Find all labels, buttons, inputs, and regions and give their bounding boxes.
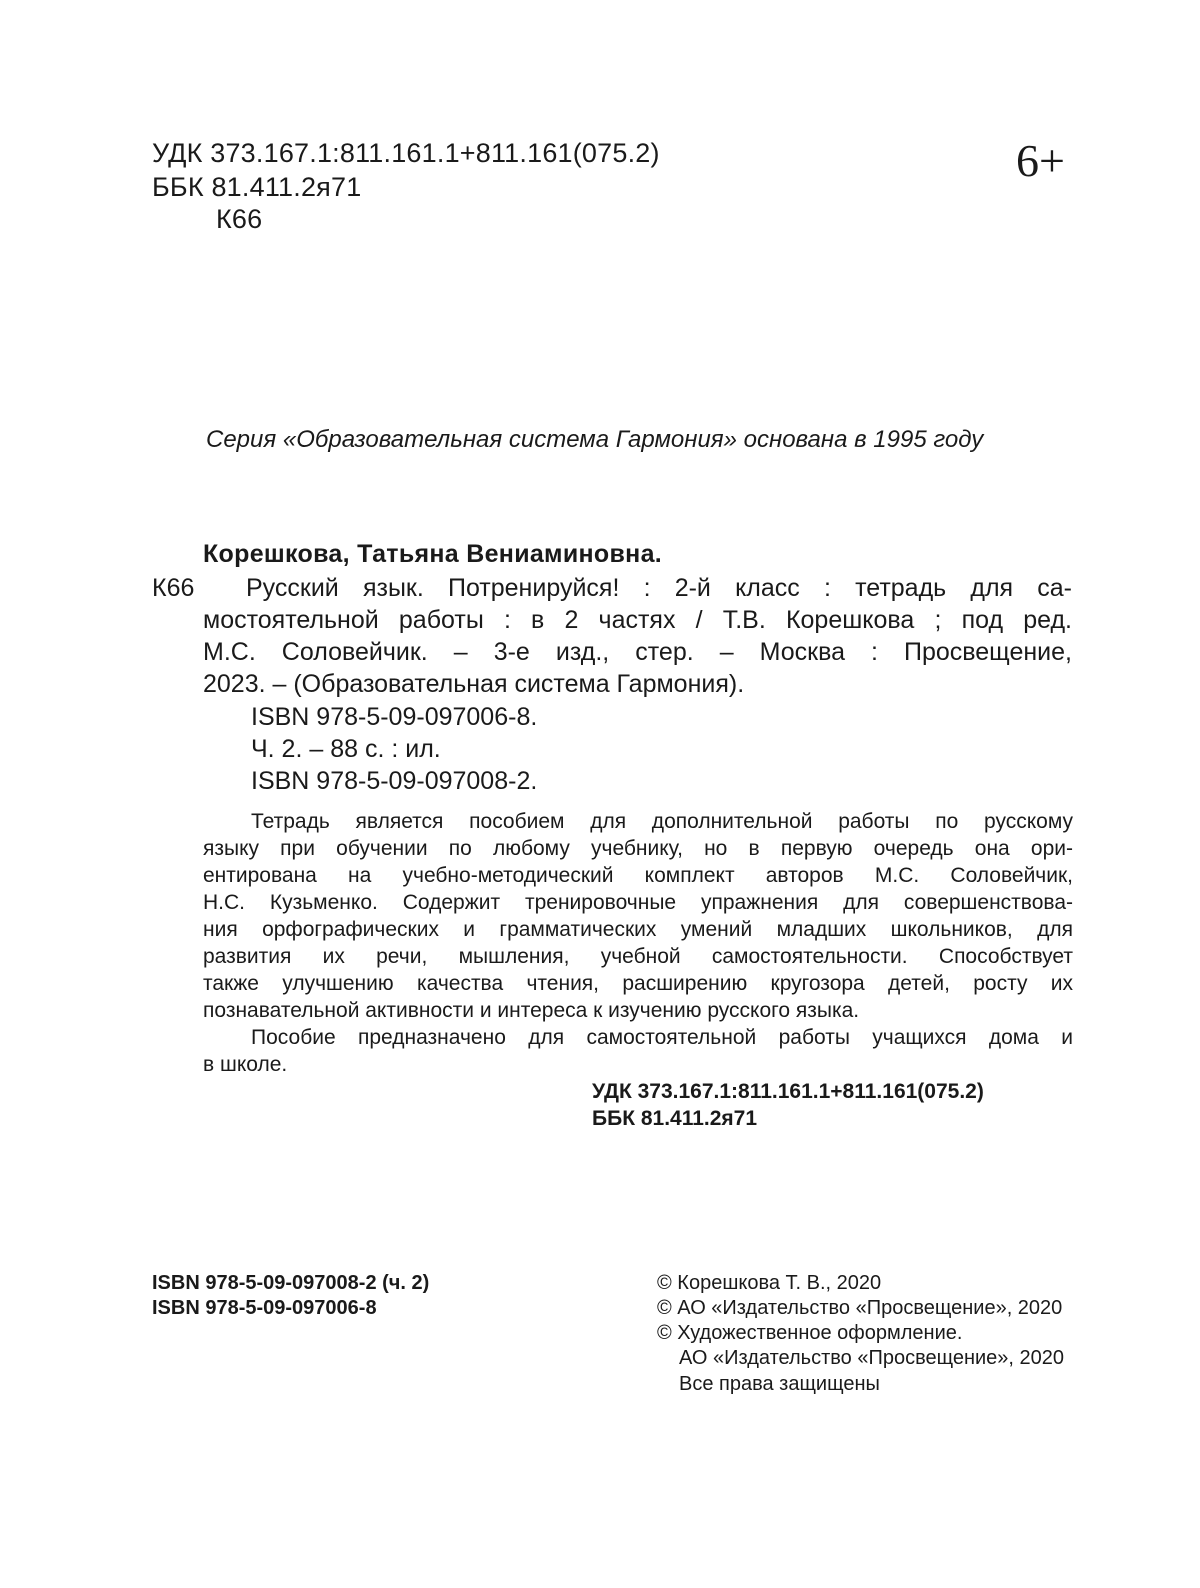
copyright-design-publisher: АО «Издательство «Просвещение», 2020 — [679, 1347, 1065, 1369]
age-rating: 6+ — [1016, 135, 1065, 186]
annotation-line: Н.С. Кузьменко. Содержит тренировочные упражнения для совершенствова- — [203, 891, 1073, 914]
annotation-line: Пособие предназначено для самостоятельной работы учащихся дома и — [251, 1026, 1073, 1049]
isbn-general: ISBN 978-5-09-097006-8 — [152, 1297, 377, 1319]
copyright-publisher: © АО «Издательство «Просвещение», 2020 — [657, 1297, 1063, 1319]
record-title-line: 2023. – (Образовательная система Гармония). — [203, 670, 745, 698]
annotation-line: также улучшению качества чтения, расширению кругозора детей, росту их — [203, 972, 1073, 995]
annotation-line: в школе. — [203, 1053, 288, 1076]
record-title-line: Русский язык. Потренируйся! : 2-й класс : тетрадь для са- — [246, 574, 1072, 602]
udk-code-bold: УДК 373.167.1:811.161.1+811.161(075.2) — [592, 1080, 984, 1103]
rights-reserved: Все права защищены — [679, 1373, 880, 1395]
udk-code: УДК 373.167.1:811.161.1+811.161(075.2) — [152, 138, 660, 168]
annotation-line: языку при обучении по любому учебнику, но в первую очередь она ори- — [203, 837, 1073, 860]
record-isbn-general: ISBN 978-5-09-097006-8. — [251, 703, 538, 731]
annotation-line: познавательной активности и интереса к изучению русского языка. — [203, 999, 860, 1022]
record-isbn-part: ISBN 978-5-09-097008-2. — [251, 767, 538, 795]
annotation-line: ния орфографических и грамматических умений младших школьников, для — [203, 918, 1073, 941]
copyright-design: © Художественное оформление. — [657, 1322, 963, 1344]
bbk-code-bold: ББК 81.411.2я71 — [592, 1107, 758, 1130]
record-author: Корешкова, Татьяна Вениаминовна. — [203, 540, 663, 568]
record-sign: К66 — [152, 574, 195, 602]
record-title-line: мостоятельной работы : в 2 частях / Т.В. Корешкова ; под ред. — [203, 606, 1072, 634]
copyright-author: © Корешкова Т. В., 2020 — [657, 1272, 882, 1294]
bbk-code: ББК 81.411.2я71 — [152, 172, 362, 202]
record-part: Ч. 2. – 88 с. : ил. — [251, 735, 441, 763]
annotation-line: Тетрадь является пособием для дополнительной работы по русскому — [251, 810, 1073, 833]
author-sign: К66 — [216, 204, 263, 234]
isbn-part: ISBN 978-5-09-097008-2 (ч. 2) — [152, 1272, 430, 1294]
record-title-line: М.С. Соловейчик. – 3-е изд., стер. – Москва : Просвещение, — [203, 638, 1072, 666]
series-note: Серия «Образовательная система Гармония» основана в 1995 году — [206, 426, 984, 453]
annotation-line: развития их речи, мышления, учебной самостоятельности. Способствует — [203, 945, 1073, 968]
annotation-line: ентирована на учебно-методический комплект авторов М.С. Соловейчик, — [203, 864, 1073, 887]
